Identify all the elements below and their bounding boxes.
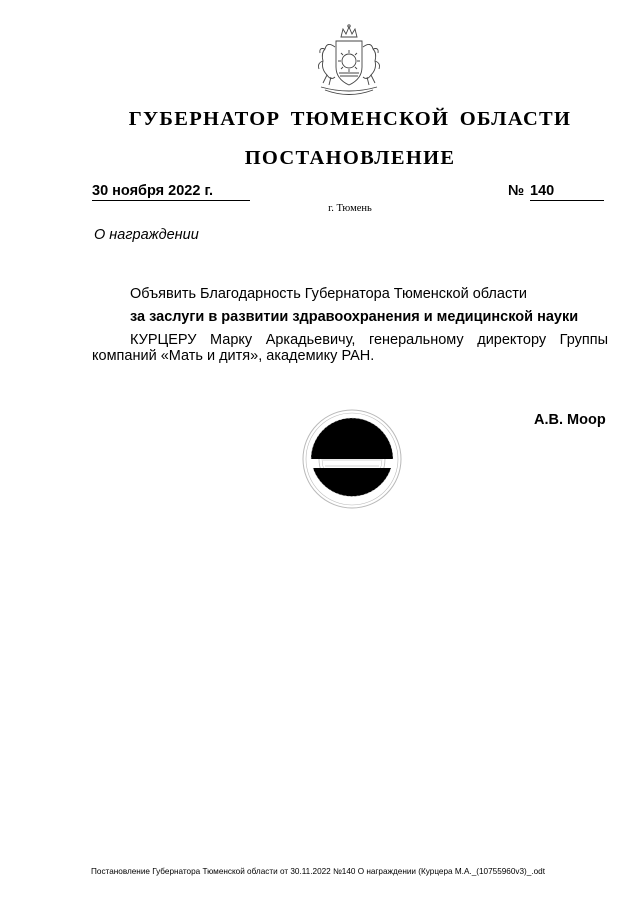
document-subject: О награждении bbox=[94, 227, 199, 243]
issuing-authority: ГУБЕРНАТОР ТЮМЕНСКОЙ ОБЛАСТИ bbox=[128, 108, 572, 130]
coat-of-arms-icon bbox=[307, 23, 391, 99]
body-line-3: КУРЦЕРУ Марку Аркадьевичу, генеральному директору Группы bbox=[130, 332, 608, 348]
body-line-1: Объявить Благодарность Губернатора Тюменской области bbox=[130, 286, 527, 302]
document-number: 140 bbox=[530, 183, 604, 201]
document-type: ПОСТАНОВЛЕНИЕ bbox=[244, 147, 456, 169]
body-line-4: компаний «Мать и дитя», академику РАН. bbox=[92, 348, 375, 364]
body-line-2: за заслуги в развитии здравоохранения и медицинской науки bbox=[130, 309, 579, 325]
footer-file-reference: Постановление Губернатора Тюменской области от 30.11.2022 №140 О награждении (Курцера М.А._(10755960v3)_.odt bbox=[91, 867, 545, 876]
document-date: 30 ноября 2022 г. bbox=[92, 183, 250, 201]
signatory-name: А.В. Моор bbox=[534, 412, 606, 428]
number-sign: № bbox=[508, 183, 525, 199]
seal-stamp-icon bbox=[301, 408, 403, 510]
document-city: г. Тюмень bbox=[328, 203, 372, 214]
